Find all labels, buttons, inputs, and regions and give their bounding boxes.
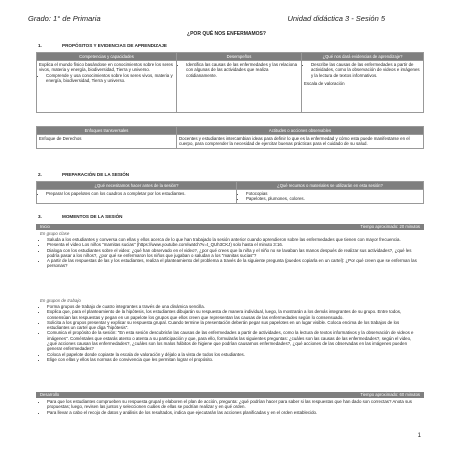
desarrollo-list <box>40 399 422 415</box>
inicio-item-3: • Dialoga con los estudiantes sobre el video: ¿qué han observado en el video?, ¿por qué crees que la niña y el niño no se lavaban las manos después de realizar sus actividades?, ¿qué les podría pasar a los niños?, ¿por qué se enfermaron los niños que jugaban o saludan a los "manitas sucias"? <box>47 248 422 259</box>
resource-papers: • Papelotes, plumones, colores. <box>246 196 421 201</box>
section-1-label: PROPÓSITOS Y EVIDENCIAS DE APRENDIZAJE <box>62 43 168 48</box>
header-unit: Unidad didáctica 3 - Sesión 5 <box>287 14 385 23</box>
header-competencies: Competencias y capacidades <box>37 53 177 61</box>
capacity-text: • Comprende y usa conocimientos sobre los seres vivos, materia y energía, biodiversidad, Tierra y universo. <box>46 73 174 83</box>
competency-cell <box>37 61 177 113</box>
header-approaches: Enfoques transversales <box>37 127 177 135</box>
section-2-number: 2. <box>38 172 42 177</box>
section-3-heading <box>38 214 123 219</box>
header-resources: ¿Qué recursos o materiales se utilizarán en esta sesión? <box>237 182 424 190</box>
resources-cell <box>237 190 424 203</box>
group-item-3: • Solicita a los grupos presentar y explicar su respuesta grupal. Cuando termine la presentación deberán pegar sus papelotes en un lugar visible. Coloca encima de los trabajos de los estudiantes un cartel que diga "hipótesis". <box>47 320 422 331</box>
performance-text: • Identifica las causas de las enfermedades y las relaciona con algunas de las actividades que realiza cotidianamente. <box>186 62 299 78</box>
purposes-table <box>36 52 424 113</box>
header-before-session: ¿Qué necesitamos hacer antes de la sesión? <box>37 182 237 190</box>
preparation-table <box>36 181 424 204</box>
section-1-number: 1. <box>38 43 42 48</box>
desarrollo-item-1: • Para que los estudiantes comprueben su respuesta grupal y elaboren el plan de acción, pregunta: ¿qué podrían hacer para saber si las respuestas que han dado son correctas? Anota sus propuestas; luego, revisen las juntos y seleccionen cuáles de ellas se podrían realizar y en qué orden. <box>47 399 422 410</box>
session-title: ¿POR QUÉ NOS ENFERMAMOS? <box>187 31 266 37</box>
competency-text: Explica el mundo físico basándose en conocimientos sobre los seres vivos, materia y energía, biodiversidad, Tierra y universo. <box>39 62 173 73</box>
inicio-list <box>40 237 422 269</box>
header-grade: Grado: 1° de Primaria <box>28 14 101 23</box>
group-item-4: • Comunica el propósito de la sesión: "En esta sesión descubrirán las causas de las enfermedades a partir de actividades, como la lectura de textos informativos y la observación de videos e imágenes". Coméntales que estarás atento o atenta a su participación y que, para ello, formularás las siguientes preguntas: ¿cuáles son las causas de las enfermedades?, según el video, ¿qué acciones causan las enfermedades?, ¿cuáles son los malos hábitos de higiene que podrían causarnos enfermedades?, ¿qué acciones de las observadas en las imágenes pueden generar enfermedades? <box>47 330 422 351</box>
inicio-label: Inicio <box>40 224 50 229</box>
preparation-cell <box>37 190 237 203</box>
evidence-cell <box>302 61 424 113</box>
desarrollo-bar <box>36 392 424 398</box>
approaches-table <box>36 126 424 149</box>
section-3-number: 3. <box>38 214 42 219</box>
work-groups-label: En grupos de trabajo <box>40 298 81 303</box>
group-item-2: • Explica que, para el planteamiento de la hipótesis, los estudiantes dibujarán su respuesta de manera individual, luego, la mostrarán a los demás integrantes de su grupo. Entre todos, consensúan las respuestas y pegan en un papelote los grupos que ellos creen que representan las causas de las enfermedades según lo consensuado. <box>47 309 422 320</box>
groups-list <box>40 304 422 362</box>
performance-cell <box>177 61 302 113</box>
inicio-time: Tiempo aproximado: 20 minutos <box>360 224 420 229</box>
desarrollo-item-2: • Para llevar a cabo el recojo de datos y análisis de los resultados, indica que ejecutarán las acciones planificadas y en el orden establecido. <box>47 410 422 415</box>
header-evidence: ¿Qué nos dará evidencias de aprendizaje? <box>302 53 424 61</box>
header-performances: Desempeños <box>177 53 302 61</box>
inicio-item-1: • Saluda a los estudiantes y conversa con ellas y ellos acerca de lo que han trabajado la sesión anterior cuando aprendieron sobre las enfermedades que tienen con mayor frecuencia. <box>47 237 422 242</box>
group-class-label: En grupo clase <box>40 231 70 236</box>
page-number: 1 <box>417 433 421 439</box>
evaluation-instrument: Escala de valoración <box>304 80 345 86</box>
header-attitudes: Actitudes o acciones observables <box>177 127 424 135</box>
group-item-5: • Coloca el papelote donde copiaste la escala de valoración y déjalo a la vista de todos los estudiantes. <box>47 352 422 357</box>
inicio-item-2: • Presenta el video Los niños "mamitas sucias" (https://www.youtube.com/watch?v=t_QUh3CKJ) solo hasta el minuto 3:16. <box>47 242 422 247</box>
preparation-text: • Preparar los papelotes con los cuadros a completar por los estudiantes. <box>46 191 234 196</box>
attitude-cell: Docentes y estudiantes intercambian ideas para definir lo que es la enfermedad y cómo esta puede manifestarse en el cuerpo, para comprender la necesidad de ejercitar buenas prácticas para el cuidado de su salud. <box>177 135 424 148</box>
evidence-text: • Describe las causas de las enfermedades a partir de actividades, como la observación de videos e imágenes y la lectura de textos informativos. <box>311 62 421 78</box>
desarrollo-label: Desarrollo <box>40 392 60 397</box>
inicio-item-4: • A partir de las respuestas de las y los estudiantes, realiza el planteamiento del problema a través de la siguiente pregunta (puedes copiarla en un cartel): ¿Por qué creen que se enferman las personas? <box>47 258 422 269</box>
section-1-heading <box>38 43 168 48</box>
inicio-bar <box>36 224 424 230</box>
desarrollo-time: Tiempo aproximado: 60 minutos <box>360 392 420 397</box>
section-2-heading <box>38 172 130 177</box>
approach-cell: Enfoque de Derechos <box>37 135 177 148</box>
group-item-6: • Elige con ellas y ellos las normas de convivencia que les permitan lograr el propósito. <box>47 357 422 362</box>
page-header <box>28 14 425 28</box>
resource-photocopies: • Fotocopias <box>246 191 421 196</box>
section-2-label: PREPARACIÓN DE LA SESIÓN <box>62 172 130 177</box>
group-item-1: • Forma grupos de trabajo de cuatro integrantes a través de una dinámica sencilla. <box>47 304 422 309</box>
section-3-label: MOMENTOS DE LA SESIÓN <box>62 214 123 219</box>
